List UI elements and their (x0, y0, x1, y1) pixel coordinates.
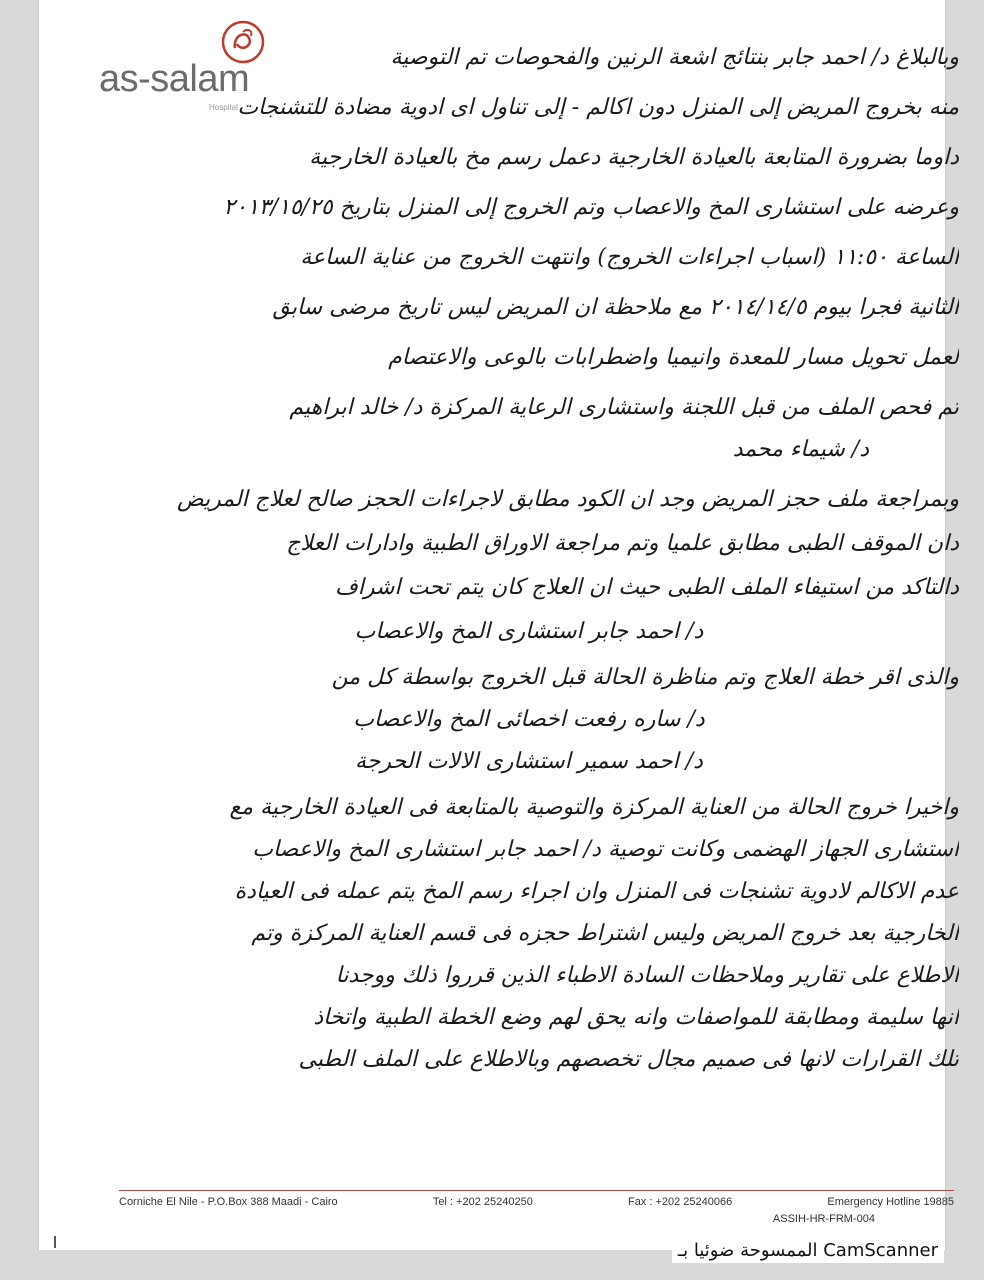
body-line: والذى اقر خطة العلاج وتم مناظرة الحالة قبل الخروج بواسطة كل من (331, 665, 959, 690)
body-line: تم فحص الملف من قبل اللجنة واستشارى الرعاية المركزة د/ خالد ابراهيم (289, 395, 959, 420)
body-line: وعرضه على استشارى المخ والاعصاب وتم الخروج إلى المنزل بتاريخ ٢٠١٣/١٥/٢٥ (223, 195, 959, 220)
body-line: انها سليمة ومطابقة للمواصفات وانه يحق لهم وضع الخطة الطبية واتخاذ (313, 1005, 959, 1030)
body-line: د/ احمد سمير استشارى الالات الحرجة (355, 749, 703, 774)
letterhead-footer (119, 1196, 954, 1208)
form-code: ASSIH-HR-FRM-004 (772, 1213, 875, 1225)
body-line: عدم الاكالم لادوية تشنجات فى المنزل وان اجراء رسم المخ يتم عمله فى العيادة (234, 879, 959, 904)
body-line: استشارى الجهاز الهضمى وكانت توصية د/ احمد جابر استشارى المخ والاعصاب (252, 837, 959, 862)
body-line: الثانية فجرا بيوم ٢٠١٤/١٤/٥ مع ملاحظة ان المريض ليس تاريخ مرضى سابق (272, 295, 959, 320)
footer-fax: Fax : +202 25240066 (627, 1196, 733, 1208)
body-line: الساعة ١١:٥٠ (اسباب اجراءات الخروج) وانتهت الخروج من عناية الساعة (300, 245, 959, 270)
hospital-logo-subtitle: Hospital (209, 103, 238, 112)
body-line: داوما بضرورة المتابعة بالعيادة الخارجية دعمل رسم مخ بالعيادة الخارجية (309, 145, 959, 170)
body-line: لعمل تحويل مسار للمعدة وانيميا واضطرابات بالوعى والاعتصام (388, 345, 959, 370)
footer-tel: Tel : +202 25240250 (432, 1196, 533, 1208)
body-line: واخيرا خروج الحالة من العناية المركزة والتوصية بالمتابعة فى العيادة الخارجية مع (229, 795, 959, 820)
body-line: وبمراجعة ملف حجز المريض وجد ان الكود مطابق لاجراءات الحجز صالح لعلاج المريض (177, 487, 959, 512)
body-line: الخارجية بعد خروج المريض وليس اشتراط حجزه فى قسم العناية المركزة وتم (251, 921, 959, 946)
footer-hotline: Emergency Hotline 19885 (827, 1196, 954, 1208)
body-line: منه بخروج المريض إلى المنزل دون اكالم - إلى تناول اى ادوية مضادة للتشنجات (237, 95, 959, 120)
scanned-document-page (38, 0, 959, 1250)
footer-address: Corniche El Nile - P.O.Box 388 Maadi - Cairo (119, 1196, 338, 1208)
footer-divider (119, 1190, 954, 1191)
body-line: د/ ساره رفعت اخصائى المخ والاعصاب (353, 707, 705, 732)
scan-margin-mark (54, 1236, 56, 1248)
body-line: د/ احمد جابر استشارى المخ والاعصاب (354, 619, 704, 644)
hospital-logo-text: as-salam (99, 58, 250, 100)
body-line: تلك القرارات لانها فى صميم مجال تخصصهم وبالاطلاع على الملف الطبى (298, 1047, 959, 1072)
handwritten-body (99, 40, 959, 1078)
camscanner-watermark: الممسوحة ضوئيا بـ CamScanner (672, 1238, 944, 1263)
body-line: وبالبلاغ د/ احمد جابر بنتائج اشعة الرنين والفحوصات تم التوصية (390, 45, 959, 70)
body-line: د/ شيماء محمد (732, 437, 869, 462)
body-line: الاطلاع على تقارير وملاحظات السادة الاطباء الذين قرروا ذلك ووجدنا (335, 963, 959, 988)
body-line: دالتاكد من استيفاء الملف الطبى حيث ان العلاج كان يتم تحت اشراف (335, 575, 959, 600)
body-line: دان الموقف الطبى مطابق علميا وتم مراجعة الاوراق الطبية وادارات العلاج (286, 531, 959, 556)
